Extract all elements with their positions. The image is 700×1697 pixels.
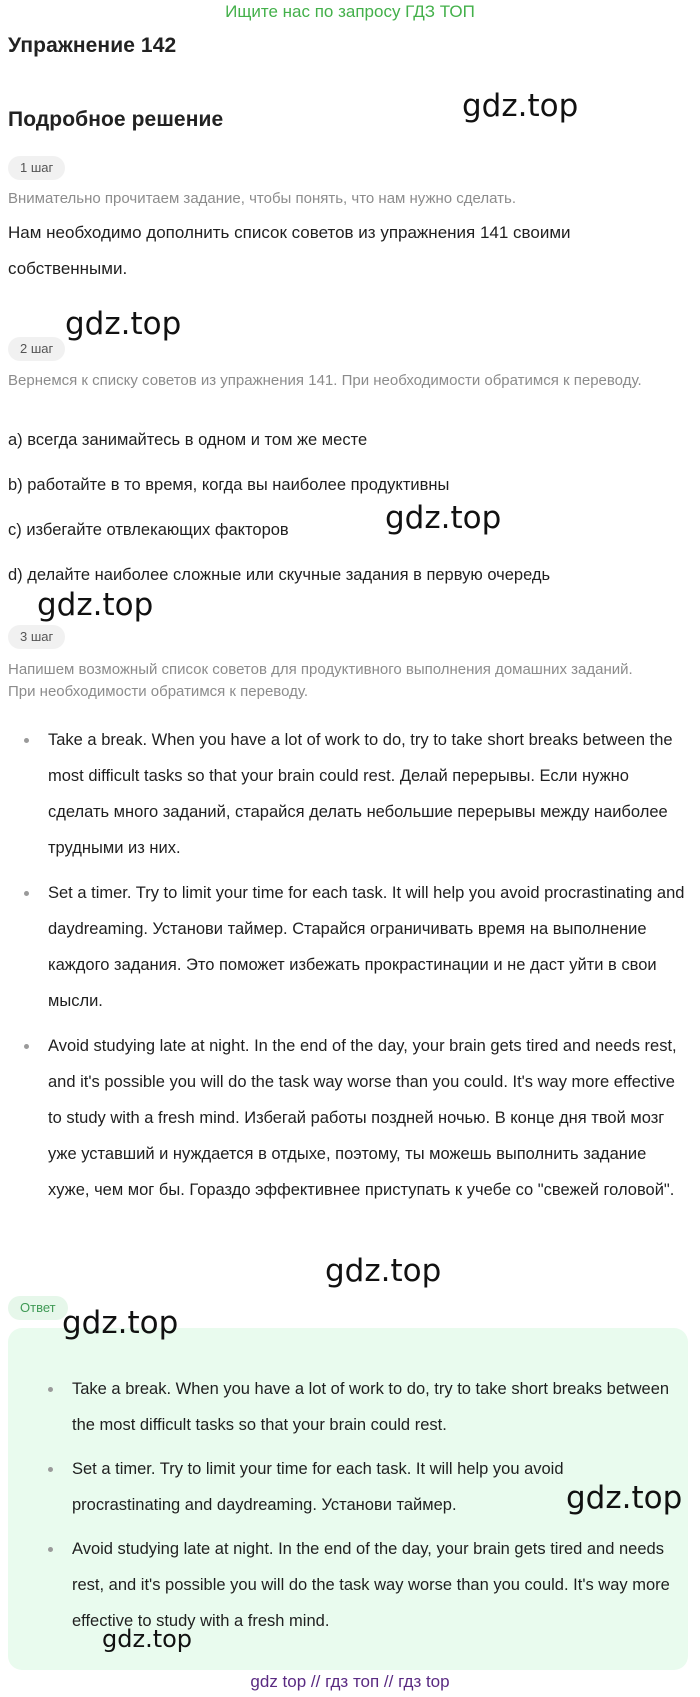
step-3-tips-list: [48, 722, 688, 1208]
watermark: gdz.top: [102, 1625, 193, 1653]
step-2-hint: Вернемся к списку советов из упражнения 141. При необходимости обратимся к переводу.: [8, 372, 642, 389]
step-3-tip-2: Set a timer. Try to limit your time for each task. It will help you avoid procrastinating and daydreaming. Установи таймер. Старайся ограничивать время на выполнение каждого задания. Это поможет избежать прокрастинации и не даст уйти в свои мысли.: [48, 875, 688, 1019]
step-2-item-b: b) работайте в то время, когда вы наиболее продуктивны: [8, 476, 450, 494]
step-2-item-c: c) избегайте отвлекающих факторов: [8, 521, 289, 539]
step-3-badge: 3 шаг: [8, 625, 65, 649]
watermark: gdz.top: [385, 500, 502, 536]
watermark: gdz.top: [65, 306, 182, 342]
watermark: gdz.top: [37, 587, 154, 623]
step-1-hint: Внимательно прочитаем задание, чтобы понять, что нам нужно сделать.: [8, 190, 517, 207]
step-3-hint: Напишем возможный список советов для продуктивного выполнения домашних заданий. При необходимости обратимся к переводу.: [8, 661, 633, 700]
step-3-tip-1: Take a break. When you have a lot of work to do, try to take short breaks between the most difficult tasks so that your brain could rest. Делай перерывы. Если нужно сделать много заданий, старайся делать небольшие перерывы между наиболее трудными из них.: [48, 722, 688, 866]
watermark: gdz.top: [566, 1480, 683, 1516]
exercise-title: Упражнение 142: [8, 34, 177, 57]
step-2-item-a: a) всегда занимайтесь в одном и том же месте: [8, 431, 368, 449]
watermark: gdz.top: [62, 1305, 179, 1341]
watermark: gdz.top: [325, 1253, 442, 1289]
step-1-text: Нам необходимо дополнить список советов из упражнения 141 своими собственными.: [8, 223, 571, 278]
answer-badge: Ответ: [8, 1296, 68, 1320]
step-2-badge: 2 шаг: [8, 337, 65, 361]
watermark: gdz.top: [462, 88, 579, 124]
answer-tip-2: Set a timer. Try to limit your time for each task. It will help you avoid procrastinating and daydreaming. Установи таймер.: [72, 1451, 672, 1523]
step-2-item-d: d) делайте наиболее сложные или скучные задания в первую очередь: [8, 566, 551, 584]
footer-links[interactable]: gdz top // гдз топ // гдз top: [250, 1672, 450, 1691]
step-3-tip-3: Avoid studying late at night. In the end of the day, your brain gets tired and needs rest, and it's possible you will do the task way worse than you could. It's way more effective to study with a fresh mind. Избегай работы поздней ночью. В конце дня твой мозг уже уставший и нуждается в отдыхе, поэтому, ты можешь выполнить задание хуже, чем мог бы. Гораздо эффективнее приступать к учебе со "свежей головой".: [48, 1028, 688, 1208]
solution-title: Подробное решение: [8, 108, 224, 131]
top-banner[interactable]: Ищите нас по запросу ГДЗ ТОП: [225, 2, 475, 21]
answer-tip-3: Avoid studying late at night. In the end of the day, your brain gets tired and needs rest, and it's possible you will do the task way worse than you could. It's way more effective to study with a fresh mind.: [72, 1531, 672, 1639]
step-1-badge: 1 шаг: [8, 156, 65, 180]
answer-tip-1: Take a break. When you have a lot of work to do, try to take short breaks between the most difficult tasks so that your brain could rest.: [72, 1371, 672, 1443]
